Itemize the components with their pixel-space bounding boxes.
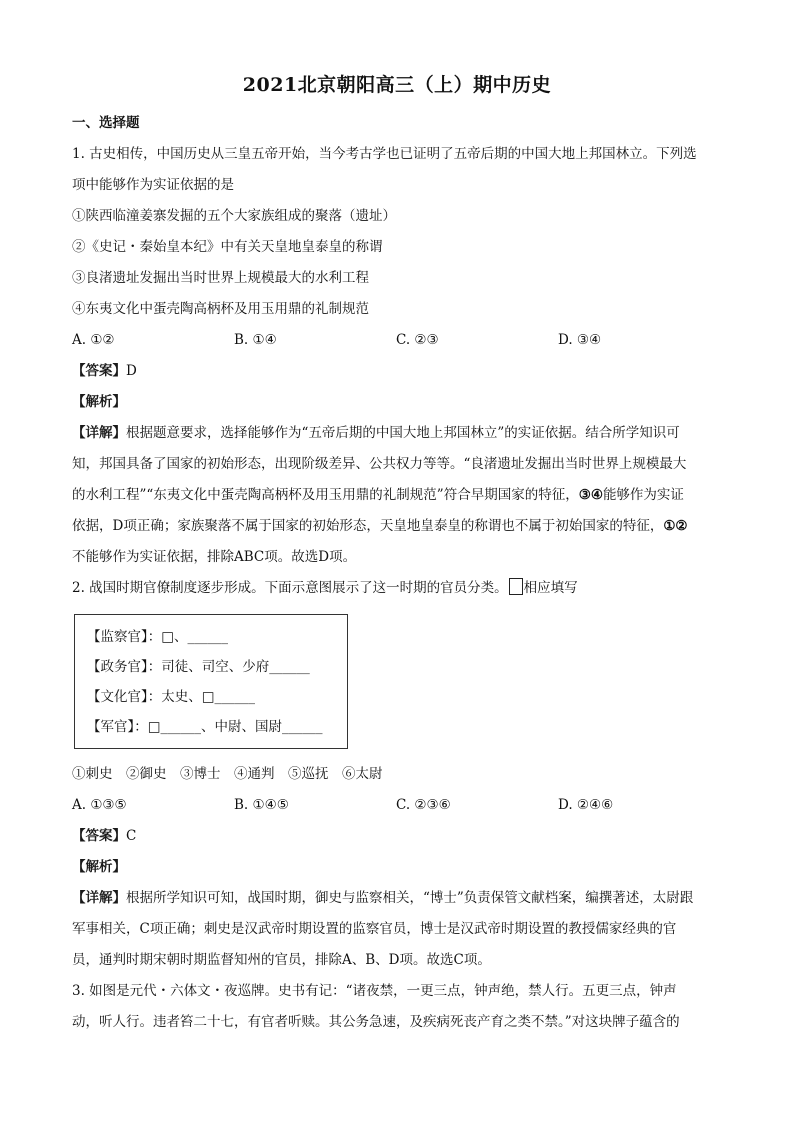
answer-tag: 【答案】 xyxy=(72,828,126,844)
q3-stem-line-2: 动，听人行。违者笞二十七，有官者听赎。其公务急速，及疾病死丧产育之类不禁。”对这块牌子蕴含的 xyxy=(72,1014,680,1030)
q1-item-2: ②《史记・秦始皇本纪》中有关天皇地皇泰皇的称谓 xyxy=(72,239,383,255)
q2-answer xyxy=(72,821,722,852)
q1-option-b: B. ①④ xyxy=(234,332,277,348)
section-heading: 一、选择题 xyxy=(72,115,140,131)
q2-stem-text: 2. 战国时期官僚制度逐步形成。下面示意图展示了这一时期的官员分类。 xyxy=(72,580,508,596)
diagram-row-military: 【军官】：□______、中尉、国尉______ xyxy=(87,719,323,735)
q1-detail-text-3a: 的水利工程”“东夷文化中蛋壳陶高柄杯及用玉用鼎的礼制规范”符合早期国家的特征， xyxy=(72,487,579,503)
q1-detail-line-4 xyxy=(72,511,722,542)
diagram-row-cultural: 【文化官】：太史、□______ xyxy=(87,689,256,705)
q1-detail-line-1 xyxy=(72,418,722,449)
q2-option-a: A. ①③⑤ xyxy=(72,797,127,813)
q2-option-b: B. ①④⑤ xyxy=(234,797,289,813)
q1-detail-text-4a: 依据，D项正确；家族聚落不属于国家的初始形态，天皇地皇泰皇的称谓也不属于初始国家的特征， xyxy=(72,518,664,534)
q1-option-d: D. ③④ xyxy=(558,332,602,348)
q2-detail-line-2: 军事相关，C项正确；刺史是汉武帝时期设置的监察官员，博士是汉武帝时期设置的教授儒家经典的官 xyxy=(72,921,677,937)
q2-stem-tail: 相应填写 xyxy=(523,580,578,596)
q2-detail-line-3: 员，通判时期宋朝时期监督知州的官员，排除A、B、D项。故选C项。 xyxy=(72,952,491,968)
q1-option-c: C. ②③ xyxy=(396,332,439,348)
q1-detail-text-1: 根据题意要求，选择能够作为“五帝后期的中国大地上邦国林立”的实证依据。结合所学知识可 xyxy=(126,425,680,441)
q1-answer-value: D xyxy=(126,363,137,379)
answer-tag: 【答案】 xyxy=(72,363,126,379)
question-1 xyxy=(72,139,722,573)
q3-stem-line-1: 3. 如图是元代・六体文・夜巡牌。史书有记：“诸夜禁，一更三点，钟声绝，禁人行。五更三点，钟声 xyxy=(72,983,677,999)
q2-option-c: C. ②③⑥ xyxy=(396,797,451,813)
q1-item-4: ④东夷文化中蛋壳陶高柄杯及用玉用鼎的礼制规范 xyxy=(72,301,369,317)
detail-tag: 【详解】 xyxy=(72,890,126,906)
document-title: 2021北京朝阳高三（上）期中历史 xyxy=(242,74,552,96)
q1-stem-line-1: 1. 古史相传，中国历史从三皇五帝开始，当今考古学也已证明了五帝后期的中国大地上邦国林立。下列选 xyxy=(72,146,697,162)
q1-item-3: ③良渚遗址发掘出当时世界上规模最大的水利工程 xyxy=(72,270,369,286)
q2-detail-line-1 xyxy=(72,883,722,914)
question-3 xyxy=(72,976,722,1038)
document-content xyxy=(72,108,722,1038)
q1-detail-line-5: 不能够作为实证依据，排除ABC项。故选D项。 xyxy=(72,549,357,565)
q2-analysis-tag: 【解析】 xyxy=(72,859,126,875)
official-classification-diagram xyxy=(74,614,348,749)
q2-choices: ①刺史 ②御史 ③博士 ④通判 ⑤巡抚 ⑥太尉 xyxy=(72,766,383,782)
q1-item-1: ①陕西临潼姜寨发掘的五个大家族组成的聚落（遗址） xyxy=(72,208,396,224)
q1-answer xyxy=(72,356,722,387)
q2-stem xyxy=(72,573,722,604)
q1-option-a: A. ①② xyxy=(72,332,115,348)
q2-detail-text-1: 根据所学知识可知，战国时期，御史与监察相关，“博士”负责保管文献档案，编撰著述，太尉跟 xyxy=(126,890,694,906)
diagram-row-supervisory: 【监察官】：□、______ xyxy=(87,629,229,645)
q1-detail-text-3c: 能够作为实证 xyxy=(602,487,684,503)
q2-options xyxy=(72,790,722,821)
q1-options xyxy=(72,325,722,356)
blank-box-icon xyxy=(509,578,523,595)
question-2 xyxy=(72,573,722,976)
q1-detail-text-4b: ①② xyxy=(663,518,688,534)
q1-detail-line-3 xyxy=(72,480,722,511)
diagram-row-administrative: 【政务官】：司徒、司空、少府______ xyxy=(87,659,310,675)
q1-analysis-tag: 【解析】 xyxy=(72,394,126,410)
q2-option-d: D. ②④⑥ xyxy=(558,797,614,813)
detail-tag: 【详解】 xyxy=(72,425,126,441)
q1-stem-line-2: 项中能够作为实证依据的是 xyxy=(72,177,234,193)
q2-answer-value: C xyxy=(126,828,137,844)
q1-detail-text-3b: ③④ xyxy=(578,487,603,503)
q1-detail-line-2: 知，邦国具备了国家的初始形态，出现阶级差异、公共权力等等。“良渚遗址发掘出当时世界上规模最大 xyxy=(72,456,687,472)
